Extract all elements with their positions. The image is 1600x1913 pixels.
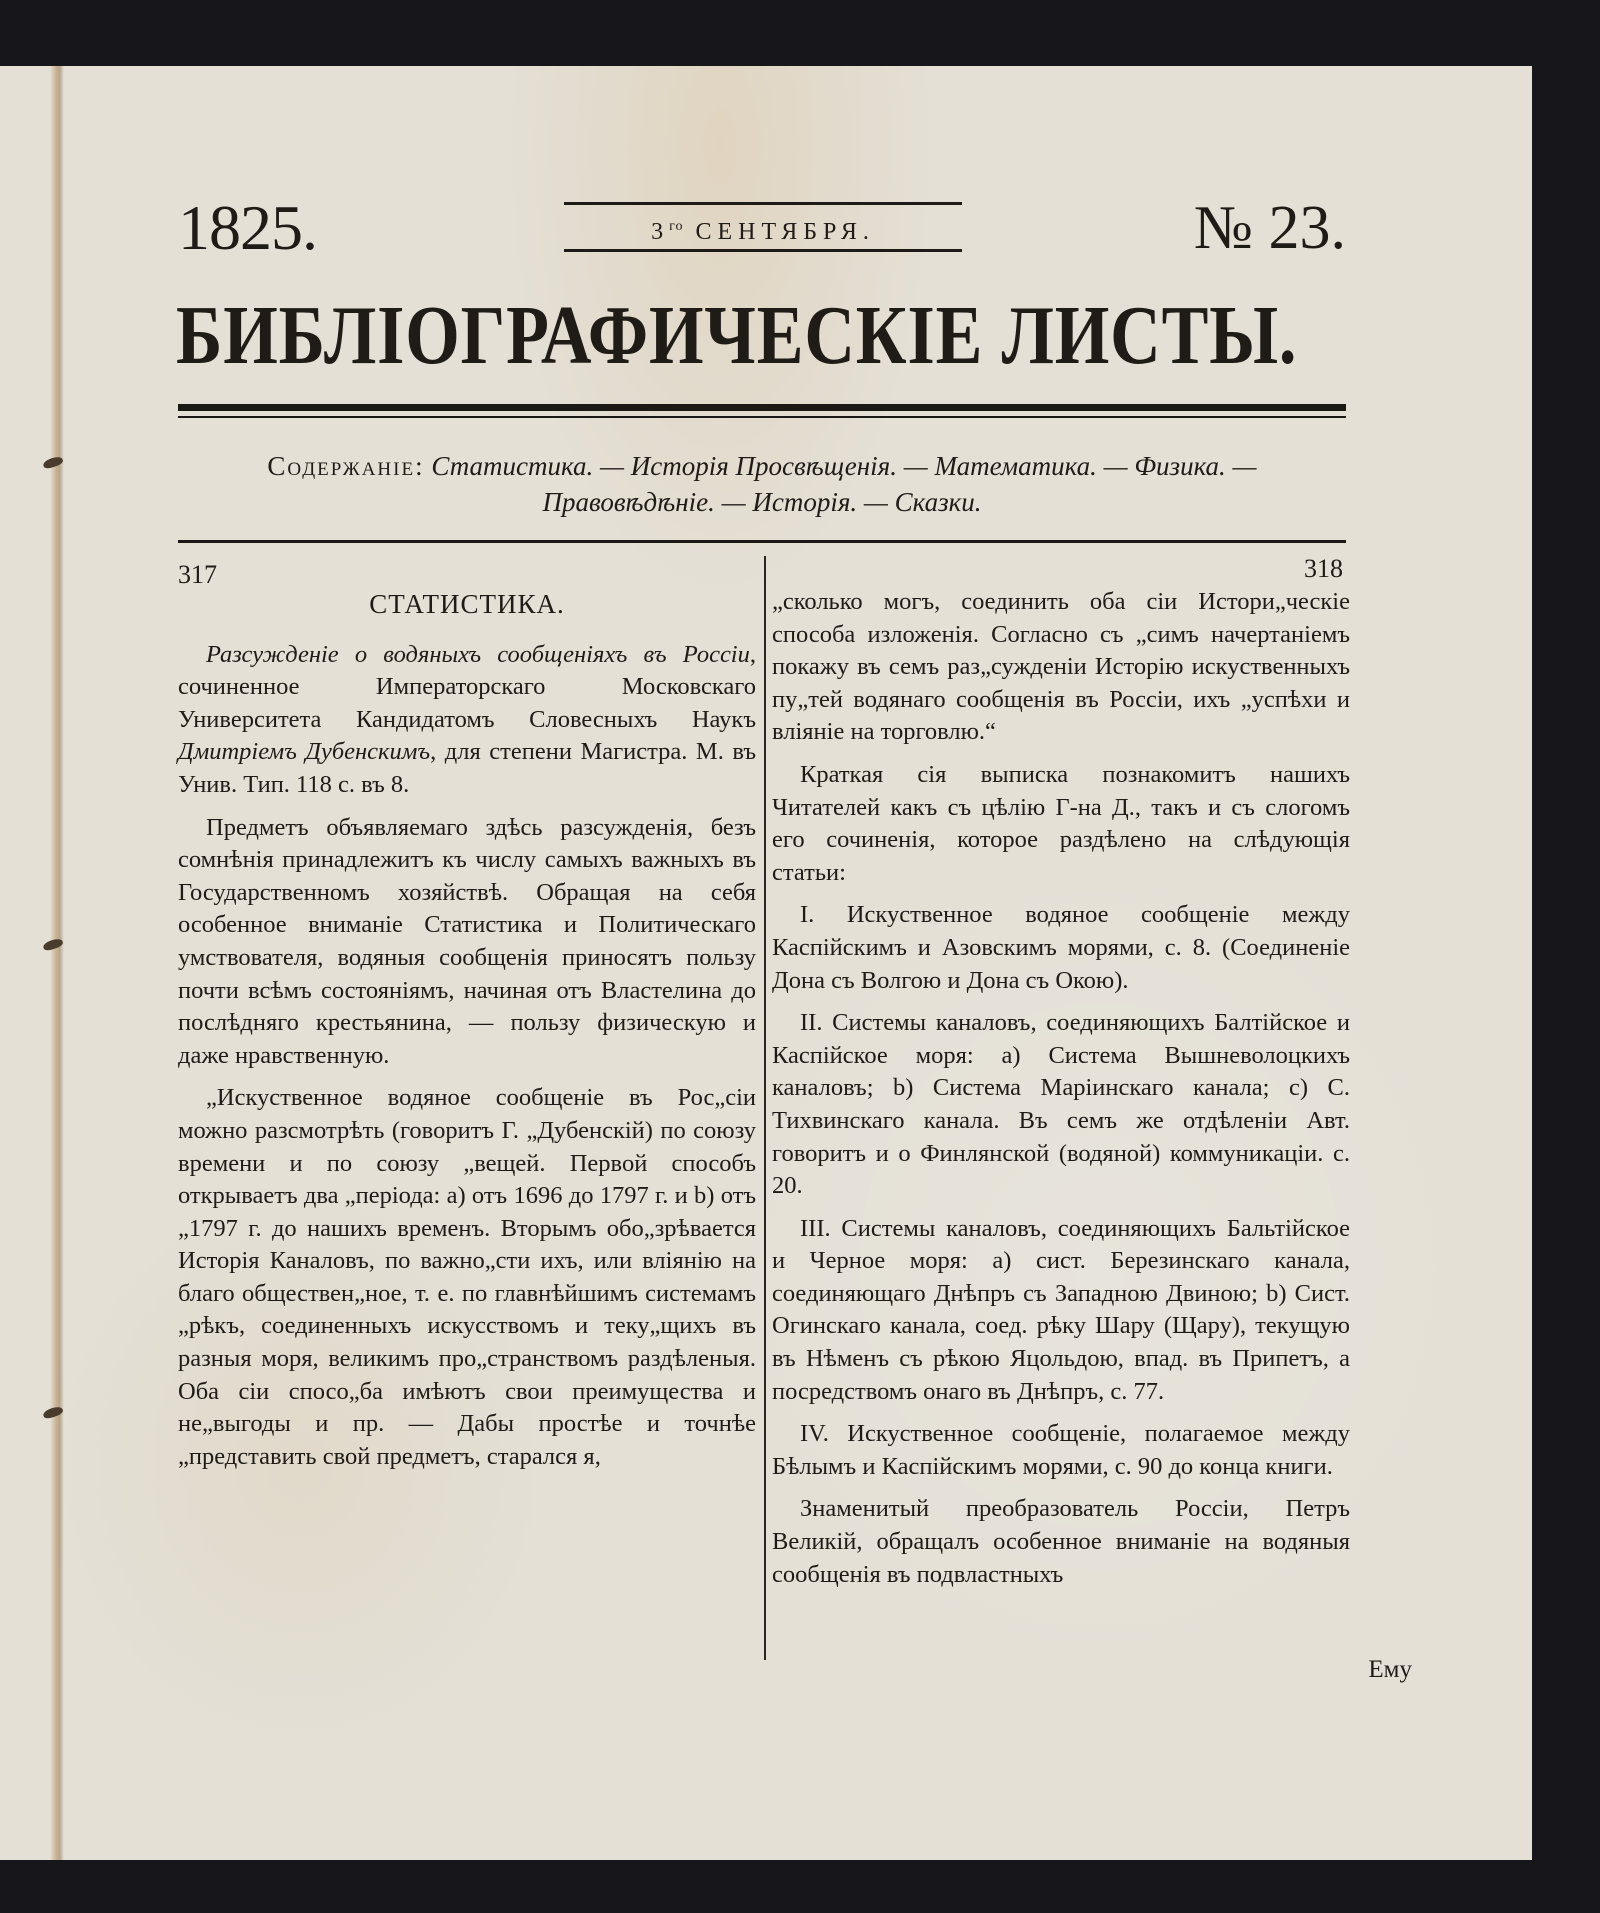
book-citation: [178, 639, 756, 802]
contents-item-1: I. Искуственное водяное сообщеніе между Каспійскимъ и Азовскимъ морями, с. 8. (Соединеніе Дона съ Волгою и Дона съ Окою).: [772, 901, 1350, 994]
year: 1825.: [178, 192, 317, 263]
contents-rule: [178, 540, 1346, 543]
quotation: „Искуственное водяное сообщеніе въ Рос„сіи можно разсмотрѣть (говоритъ Г. „Дубенскій) по союзу времени и по союзу „вещей. Первой способъ открываетъ два „періода: а) отъ 1696 до 1797 г. и b) отъ „1797 г. до нашихъ временъ. Вторымъ обо„зрѣвается Исторія Каналовъ, по важно„сти ихъ, или вліянію на благо обществен„ное, т. е. по главнѣйшимъ системамъ „рѣкъ, соединенныхъ искусствомъ и теку„щихъ въ разныя моря, великимъ про„странствомъ раздѣленыя. Оба сіи спосо„ба имѣютъ свои преимущества и не„выгоды и пр. — Дабы простѣе и точнѣе „представить свой предметъ, старался я,: [178, 1084, 756, 1470]
paragraph: Предметъ объявляемаго здѣсь разсужденія, безъ сомнѣнія принадлежитъ къ числу самыхъ важныхъ въ Государственномъ хозяйствѣ. Обращая на себя особенное вниманіе Статистика и Политическаго умствователя, водяныя сообщенія приносятъ пользу почти всѣмъ состояніямъ, начиная отъ Властелина до послѣдняго крестьянина, — пользу физическую и даже нравственную.: [178, 813, 756, 1069]
issue-date: [651, 219, 875, 245]
quotation-continued: „сколько могъ, соединить оба сіи Истори„ческіе способа изложенія. Согласно съ „симъ начертаніемъ покажу въ семъ раз„сужденіи Исторію искуственныхъ пу„тей водянаго сообщенія въ Россіи, ихъ „успѣхи и вліяніе на торговлю.“: [772, 588, 1350, 746]
contents-item-3: III. Системы каналовъ, соединяющихъ Бальтійское и Черное моря: а) сист. Березинскаго канала, соединяющаго Днѣпръ съ Западною Двиною; b) Сист. Огинскаго канала, соед. рѣку Шару (Щару), текущую въ Нѣменъ съ рѣкою Яцольдою, впад. въ Припетъ, а посредствомъ онаго въ Днѣпръ, с. 77.: [772, 1214, 1350, 1405]
title-rule-thick: [178, 404, 1346, 411]
publication-title: БИБЛІОГРАФИЧЕСКІЕ ЛИСТЫ.: [176, 289, 1298, 382]
column-divider: [764, 556, 766, 1660]
contents-line-1: [178, 448, 1346, 484]
right-column: [772, 586, 1350, 1601]
book-title: Разсужденіе о водяныхъ сообщеніяхъ въ Россіи: [206, 640, 750, 668]
contents-item-4: IV. Искуственное сообщеніе, полагаемое между Бѣлымъ и Каспійскимъ морями, с. 90 до конца книги.: [772, 1420, 1350, 1480]
issue-number: № 23.: [1193, 194, 1346, 262]
masthead-row: [178, 192, 1346, 266]
contents-items-1: Статистика. — Исторія Просвѣщенія. — Математика. — Физика. —: [431, 451, 1257, 481]
book-author: Дмитріемъ Дубенскимъ: [178, 738, 431, 766]
section-heading: СТАТИСТИКА.: [369, 589, 565, 619]
contents-items-2: Правовѣдѣніе. — Исторія. — Сказки.: [542, 487, 982, 517]
date-month: СЕНТЯБРЯ.: [695, 219, 875, 245]
book-desc-2: , для степени Магистра. М. въ Унив. Тип. 118 с. въ 8.: [178, 738, 757, 798]
page-number-right: 318: [1304, 554, 1343, 583]
binding-fold: [50, 66, 64, 1860]
title-rule-thin: [178, 416, 1346, 418]
left-column: [178, 580, 756, 1483]
date-day: 3: [651, 219, 670, 245]
table-of-contents: [178, 448, 1346, 520]
page-number-left: 317: [178, 560, 217, 589]
date-box: [564, 202, 962, 252]
catchword: Ему: [1368, 1656, 1412, 1683]
contents-label: Содержаніе:: [267, 451, 425, 481]
book-desc-1: , сочиненное Императорскаго Московскаго Университета Кандидатомъ Словесныхъ Наукъ: [178, 640, 756, 733]
date-suffix: го: [669, 219, 684, 234]
paragraph: Знаменитый преобразователь Россіи, Петръ Великій, обращалъ особенное вниманіе на водяныя сообщенія въ подвластныхъ: [772, 1495, 1350, 1588]
contents-item-2: II. Системы каналовъ, соединяющихъ Балтійское и Каспійское моря: а) Система Вышневолоцкихъ каналовъ; b) Система Маріинскаго канала; с) С. Тихвинскаго канала. Въ семъ же отдѣленіи Авт. говоритъ и о Финлянской (водяной) коммуникаціи. с. 20.: [772, 1009, 1350, 1200]
paragraph: Краткая сія выписка познакомитъ нашихъ Читателей какъ съ цѣлію Г-на Д., такъ и съ слогомъ его сочиненія, которое раздѣлено на слѣдующія статьи:: [772, 760, 1350, 886]
